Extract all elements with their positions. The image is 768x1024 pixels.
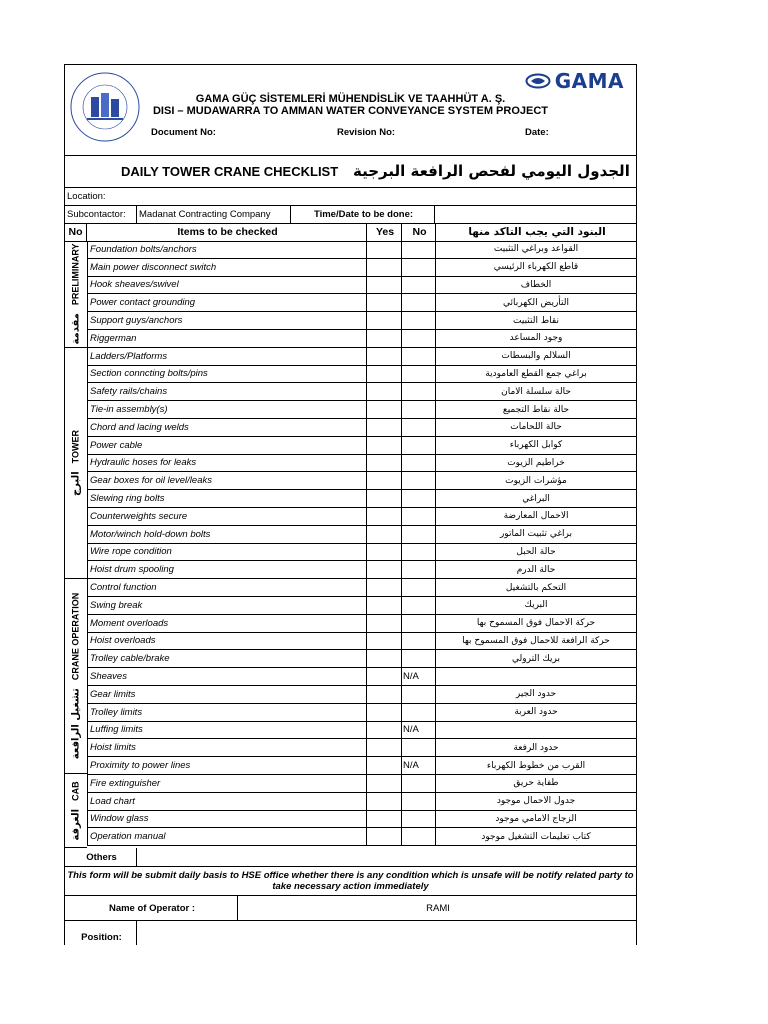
item-label: Wire rope condition xyxy=(87,544,367,561)
table-row xyxy=(87,259,636,277)
item-label: Power contact grounding xyxy=(87,294,367,311)
table-row xyxy=(87,633,636,651)
table-row xyxy=(87,828,636,846)
yes-checkbox[interactable] xyxy=(367,757,402,774)
table-row xyxy=(87,330,636,348)
form-header xyxy=(65,65,636,156)
section-cab-ar: الغرفة xyxy=(70,808,82,841)
yes-checkbox[interactable] xyxy=(367,294,402,311)
no-checkbox[interactable] xyxy=(402,312,436,329)
no-checkbox[interactable] xyxy=(402,633,436,650)
col-no-answer: No xyxy=(402,223,436,241)
no-checkbox[interactable]: N/A xyxy=(402,668,436,685)
item-label-arabic: حدود الرفعة xyxy=(513,742,559,753)
item-label: Section conncting bolts/pins xyxy=(87,366,367,383)
table-row xyxy=(87,490,636,508)
section-crane-operation-ar: تشغيل الرافعة xyxy=(70,688,82,760)
yes-checkbox[interactable] xyxy=(367,704,402,721)
table-row xyxy=(87,561,636,579)
no-checkbox[interactable] xyxy=(402,366,436,383)
yes-checkbox[interactable] xyxy=(367,650,402,667)
project-name: DISI – MUDAWARRA TO AMMAN WATER CONVEYANCE SYSTEM PROJECT xyxy=(152,105,549,117)
item-label: Tie-in assembly(s) xyxy=(87,401,367,418)
yes-checkbox[interactable] xyxy=(367,241,402,258)
yes-checkbox[interactable] xyxy=(367,544,402,561)
table-row xyxy=(87,348,636,366)
item-label: Proximity to power lines xyxy=(87,757,367,774)
no-checkbox[interactable] xyxy=(402,472,436,489)
section-cab xyxy=(65,774,87,848)
no-checkbox[interactable] xyxy=(402,615,436,632)
yes-checkbox[interactable] xyxy=(367,366,402,383)
item-label-arabic: الاحمال المعارضة xyxy=(503,511,569,522)
company-name: GAMA GÜÇ SİSTEMLERİ MÜHENDİSLİK VE TAAHHÜT A. Ş. xyxy=(195,93,506,105)
item-label: Swing break xyxy=(87,597,367,614)
table-row xyxy=(87,704,636,722)
no-checkbox[interactable] xyxy=(402,811,436,828)
table-row xyxy=(87,294,636,312)
col-no: No xyxy=(65,223,87,241)
yes-checkbox[interactable] xyxy=(367,668,402,685)
others-row xyxy=(65,848,636,867)
item-label-arabic: وجود المساعد xyxy=(509,333,563,344)
no-checkbox[interactable] xyxy=(402,704,436,721)
no-checkbox[interactable] xyxy=(402,455,436,472)
no-checkbox[interactable] xyxy=(402,597,436,614)
time-date-label: Time/Date to be done: xyxy=(291,205,435,223)
yes-checkbox[interactable] xyxy=(367,722,402,739)
item-label: Motor/winch hold-down bolts xyxy=(87,526,367,543)
item-label: Riggerman xyxy=(87,330,367,347)
section-tower-ar: البرج xyxy=(70,471,82,497)
table-row xyxy=(87,437,636,455)
section-preliminary-ar: مقدمة xyxy=(70,313,82,345)
yes-checkbox[interactable] xyxy=(367,686,402,703)
no-checkbox[interactable] xyxy=(402,650,436,667)
operator-label: Name of Operator : xyxy=(65,896,238,920)
yes-checkbox[interactable] xyxy=(367,348,402,365)
table-row xyxy=(87,650,636,668)
item-label: Slewing ring bolts xyxy=(87,490,367,507)
section-cab-en: CAB xyxy=(70,780,81,801)
yes-checkbox[interactable] xyxy=(367,633,402,650)
table-row xyxy=(87,241,636,259)
item-label-arabic: قاطع الكهرباء الرئيسي xyxy=(493,262,579,273)
no-checkbox[interactable] xyxy=(402,508,436,525)
no-checkbox[interactable] xyxy=(402,437,436,454)
item-label-arabic: السلالم والبسطات xyxy=(501,351,571,362)
item-label-arabic xyxy=(436,722,636,739)
table-row xyxy=(87,757,636,775)
item-label-arabic: طفاية حريق xyxy=(513,778,559,789)
yes-checkbox[interactable] xyxy=(367,259,402,276)
no-checkbox[interactable] xyxy=(402,739,436,756)
no-checkbox[interactable]: N/A xyxy=(402,757,436,774)
column-header-row xyxy=(65,223,636,242)
yes-checkbox[interactable] xyxy=(367,455,402,472)
yes-checkbox[interactable] xyxy=(367,383,402,400)
position-row xyxy=(65,920,636,945)
table-row xyxy=(87,383,636,401)
yes-checkbox[interactable] xyxy=(367,490,402,507)
item-label-arabic: كتاب تعليمات التشغيل موجود xyxy=(481,831,591,842)
table-row xyxy=(87,811,636,829)
yes-checkbox[interactable] xyxy=(367,579,402,596)
others-field[interactable] xyxy=(137,848,636,866)
item-label: Fire extinguisher xyxy=(87,775,367,792)
item-label-arabic: كوابل الكهرباء xyxy=(509,440,563,451)
no-checkbox[interactable] xyxy=(402,686,436,703)
item-label-arabic: حركة الرافعة للاحمال فوق المسموح بها xyxy=(462,635,610,646)
col-yes: Yes xyxy=(367,223,402,241)
item-label-arabic: حالة الدرم xyxy=(516,564,556,575)
no-checkbox[interactable] xyxy=(402,294,436,311)
section-preliminary-en: PRELIMINARY xyxy=(70,243,81,306)
item-label: Safety rails/chains xyxy=(87,383,367,400)
subcontractor-label: Subcontactor: xyxy=(65,205,137,223)
item-label-arabic: البريك xyxy=(524,600,548,611)
no-checkbox[interactable] xyxy=(402,277,436,294)
yes-checkbox[interactable] xyxy=(367,615,402,632)
item-label: Trolley limits xyxy=(87,704,367,721)
others-label: Others xyxy=(65,848,137,866)
no-checkbox[interactable] xyxy=(402,793,436,810)
operator-name[interactable]: RAMI xyxy=(426,902,450,914)
yes-checkbox[interactable] xyxy=(367,277,402,294)
item-label: Main power disconnect switch xyxy=(87,259,367,276)
table-row xyxy=(87,401,636,419)
col-items: Items to be checked xyxy=(87,223,367,241)
title-row xyxy=(65,155,636,188)
no-checkbox[interactable] xyxy=(402,348,436,365)
no-checkbox[interactable] xyxy=(402,241,436,258)
section-crane-operation xyxy=(65,579,87,774)
yes-checkbox[interactable] xyxy=(367,526,402,543)
no-checkbox[interactable]: N/A xyxy=(402,722,436,739)
section-crane-operation-en: CRANE OPERATION xyxy=(70,592,81,681)
table-row xyxy=(87,312,636,330)
item-label-arabic: نقاط التثبيت xyxy=(513,315,559,326)
no-checkbox[interactable] xyxy=(402,401,436,418)
position-field[interactable] xyxy=(137,920,636,945)
table-row xyxy=(87,722,636,740)
no-checkbox[interactable] xyxy=(402,526,436,543)
item-label-arabic: براغي جمع القطع العامودية xyxy=(485,368,587,379)
yes-checkbox[interactable] xyxy=(367,508,402,525)
item-label: Trolley cable/brake xyxy=(87,650,367,667)
table-row xyxy=(87,508,636,526)
location-row xyxy=(65,187,636,206)
item-label-arabic: حالة اللحامات xyxy=(510,422,562,433)
item-label-arabic: مؤشرات الزيوت xyxy=(505,475,567,486)
yes-checkbox[interactable] xyxy=(367,775,402,792)
no-checkbox[interactable] xyxy=(402,259,436,276)
table-row xyxy=(87,686,636,704)
no-checkbox[interactable] xyxy=(402,383,436,400)
yes-checkbox[interactable] xyxy=(367,419,402,436)
no-checkbox[interactable] xyxy=(402,775,436,792)
yes-checkbox[interactable] xyxy=(367,312,402,329)
table-row xyxy=(87,739,636,757)
item-label: Ladders/Platforms xyxy=(87,348,367,365)
item-label-arabic: الخطاف xyxy=(520,279,552,290)
subcontractor-row xyxy=(65,205,636,224)
table-row xyxy=(87,366,636,384)
item-label-arabic: حالة الحبل xyxy=(516,546,556,557)
no-checkbox[interactable] xyxy=(402,419,436,436)
document-no-label: Document No: xyxy=(151,127,216,138)
yes-checkbox[interactable] xyxy=(367,811,402,828)
gama-emblem-icon xyxy=(525,73,551,89)
item-label: Window glass xyxy=(87,811,367,828)
location-label: Location: xyxy=(67,190,106,202)
no-checkbox[interactable] xyxy=(402,561,436,578)
table-row xyxy=(87,597,636,615)
col-arabic: البنود التي يجب التاكد منها xyxy=(468,226,606,238)
item-label: Hook sheaves/swivel xyxy=(87,277,367,294)
item-label: Chord and lacing welds xyxy=(87,419,367,436)
section-preliminary xyxy=(65,241,87,348)
no-checkbox[interactable] xyxy=(402,544,436,561)
item-label-arabic: حدود الجير xyxy=(515,689,557,700)
table-row xyxy=(87,472,636,490)
table-row xyxy=(87,419,636,437)
position-label: Position: xyxy=(65,920,137,945)
item-label: Control function xyxy=(87,579,367,596)
item-label: Gear limits xyxy=(87,686,367,703)
yes-checkbox[interactable] xyxy=(367,597,402,614)
item-label-arabic: خراطيم الزيوت xyxy=(507,457,565,468)
item-label-arabic: حركة الاحمال فوق المسموح بها xyxy=(476,618,596,629)
item-label: Moment overloads xyxy=(87,615,367,632)
item-label: Foundation bolts/anchors xyxy=(87,241,367,258)
yes-checkbox[interactable] xyxy=(367,561,402,578)
yes-checkbox[interactable] xyxy=(367,330,402,347)
yes-checkbox[interactable] xyxy=(367,793,402,810)
time-date-field[interactable] xyxy=(435,205,636,223)
item-label-arabic: براغي تثبيت الماتور xyxy=(499,529,573,540)
item-label: Load chart xyxy=(87,793,367,810)
item-label: Counterweights secure xyxy=(87,508,367,525)
item-label-arabic: حالة نقاط التجميع xyxy=(502,404,570,415)
item-label-arabic xyxy=(436,668,636,685)
table-row xyxy=(87,277,636,295)
item-label: Hoist drum spooling xyxy=(87,561,367,578)
item-label: Sheaves xyxy=(87,668,367,685)
checklist-form xyxy=(64,64,637,945)
item-label-arabic: البراغي xyxy=(522,493,550,504)
item-label: Gear boxes for oil level/leaks xyxy=(87,472,367,489)
yes-checkbox[interactable] xyxy=(367,472,402,489)
item-label-arabic: القواعد وبراغي التثبيت xyxy=(493,244,579,255)
no-checkbox[interactable] xyxy=(402,828,436,845)
no-checkbox[interactable] xyxy=(402,490,436,507)
table-row xyxy=(87,775,636,793)
item-label-arabic: بريك الترولي xyxy=(512,653,560,664)
item-label: Hoist limits xyxy=(87,739,367,756)
yes-checkbox[interactable] xyxy=(367,828,402,845)
table-row xyxy=(87,526,636,544)
item-label: Operation manual xyxy=(87,828,367,845)
item-label-arabic: القرب من خطوط الكهرباء xyxy=(486,760,586,771)
no-checkbox[interactable] xyxy=(402,330,436,347)
item-label: Hoist overloads xyxy=(87,633,367,650)
item-label-arabic: الزجاج الامامي موجود xyxy=(495,813,577,824)
subcontractor-value[interactable]: Madanat Contracting Company xyxy=(137,205,291,223)
item-label-arabic: جدول الاحمال موجود xyxy=(496,796,576,807)
table-row xyxy=(87,668,636,686)
table-row xyxy=(87,455,636,473)
item-label: Luffing limits xyxy=(87,722,367,739)
item-label-arabic: التأريض الكهربائي xyxy=(502,297,570,308)
date-label: Date: xyxy=(525,127,549,138)
title-english: DAILY TOWER CRANE CHECKLIST xyxy=(121,164,339,179)
item-label: Support guys/anchors xyxy=(87,312,367,329)
item-label-arabic: حالة سلسلة الامان xyxy=(501,386,571,397)
table-row xyxy=(87,544,636,562)
gama-logo-text: GAMA xyxy=(554,69,624,93)
operator-row xyxy=(65,896,636,921)
item-label: Hydraulic hoses for leaks xyxy=(87,455,367,472)
table-row xyxy=(87,579,636,597)
yes-checkbox[interactable] xyxy=(367,739,402,756)
item-label-arabic: التحكم بالتشغيل xyxy=(505,582,567,593)
item-label-arabic: حدود العربة xyxy=(514,707,558,718)
hse-note: This form will be submit daily basis to HSE office whether there is any condition which is unsafe will be notify related party to take necessary action immediately xyxy=(65,866,636,896)
section-tower xyxy=(65,348,87,579)
table-row xyxy=(87,793,636,811)
no-checkbox[interactable] xyxy=(402,579,436,596)
table-row xyxy=(87,615,636,633)
yes-checkbox[interactable] xyxy=(367,437,402,454)
title-arabic: الجدول اليومي لفحص الرافعة البرجية xyxy=(353,162,630,180)
gama-logo xyxy=(525,71,624,91)
section-tower-en: TOWER xyxy=(70,429,81,464)
yes-checkbox[interactable] xyxy=(367,401,402,418)
item-label: Power cable xyxy=(87,437,367,454)
revision-no-label: Revision No: xyxy=(337,127,396,138)
